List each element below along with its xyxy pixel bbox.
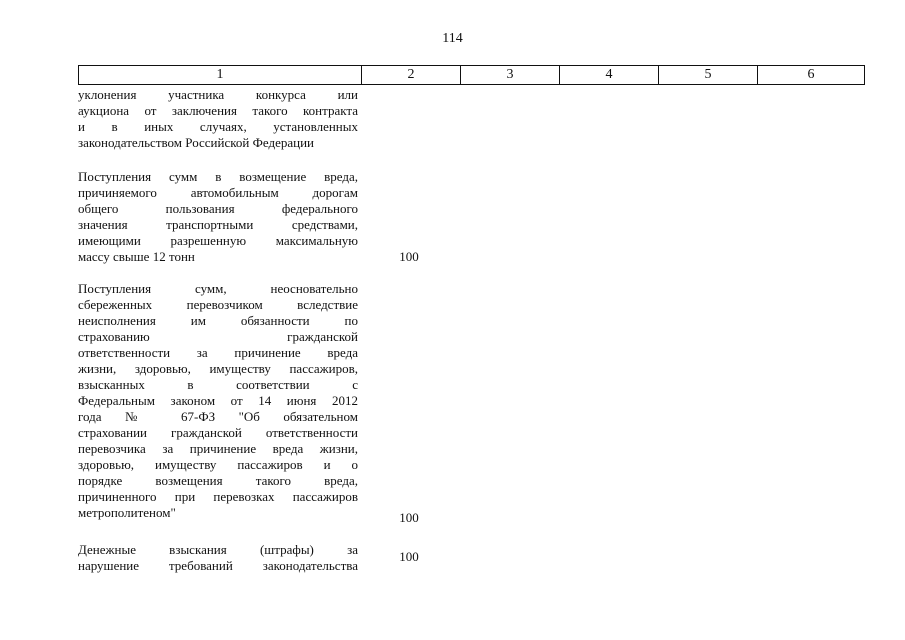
row-1-line-4: имеющими разрешенную максимальную <box>78 233 358 248</box>
row-2-line-13: причиненного при перевозках пассажиров <box>78 489 358 504</box>
row-2-line-3: страхованию гражданской <box>78 329 358 344</box>
row-2-line-0: Поступления сумм, неосновательно <box>78 281 358 296</box>
row-value-3: 100 <box>399 549 419 564</box>
row-1-line-5: массу свыше 12 тонн <box>78 249 195 264</box>
row-1-line-0: Поступления сумм в возмещение вреда, <box>78 169 358 184</box>
row-0-line-1: аукциона от заключения такого контракта <box>78 103 358 118</box>
row-0-line-0: уклонения участника конкурса или <box>78 87 358 102</box>
row-2-line-4: ответственности за причинение вреда <box>78 345 358 360</box>
row-2-line-6: взысканных в соответствии с <box>78 377 358 392</box>
row-2-line-12: порядке возмещения такого вреда, <box>78 473 358 488</box>
column-header-3: 3 <box>461 66 560 85</box>
column-header-table <box>78 65 865 85</box>
row-2-line-8: года № 67-ФЗ "Об обязательном <box>78 409 358 424</box>
column-header-5: 5 <box>659 66 758 85</box>
column-header-row <box>79 66 865 85</box>
row-description-2 <box>78 281 358 521</box>
row-value-2: 100 <box>399 510 419 525</box>
row-1-line-2: общего пользования федерального <box>78 201 358 216</box>
row-description-3 <box>78 542 358 574</box>
row-1-line-3: значения транспортными средствами, <box>78 217 358 232</box>
row-2-line-2: неисполнения им обязанности по <box>78 313 358 328</box>
row-2-line-10: перевозчика за причинение вреда жизни, <box>78 441 358 456</box>
column-header-4: 4 <box>560 66 659 85</box>
row-2-line-11: здоровью, имуществу пассажиров и о <box>78 457 358 472</box>
row-2-line-9: страховании гражданской ответственности <box>78 425 358 440</box>
row-0-line-2: и в иных случаях, установленных <box>78 119 358 134</box>
column-header-2: 2 <box>362 66 461 85</box>
row-description-0 <box>78 87 358 151</box>
row-3-line-0: Денежные взыскания (штрафы) за <box>78 542 358 557</box>
row-2-line-5: жизни, здоровью, имуществу пассажиров, <box>78 361 358 376</box>
page-number: 114 <box>442 31 463 46</box>
row-description-1 <box>78 169 358 265</box>
row-2-line-14: метрополитеном" <box>78 505 176 520</box>
row-3-line-1: нарушение требований законодательства <box>78 558 358 573</box>
row-value-1: 100 <box>399 249 419 264</box>
row-1-line-1: причиняемого автомобильным дорогам <box>78 185 358 200</box>
column-header-1: 1 <box>79 66 362 85</box>
column-header-6: 6 <box>758 66 865 85</box>
row-2-line-7: Федеральным законом от 14 июня 2012 <box>78 393 358 408</box>
row-2-line-1: сбереженных перевозчиком вследствие <box>78 297 358 312</box>
row-0-line-3: законодательством Российской Федерации <box>78 135 314 150</box>
